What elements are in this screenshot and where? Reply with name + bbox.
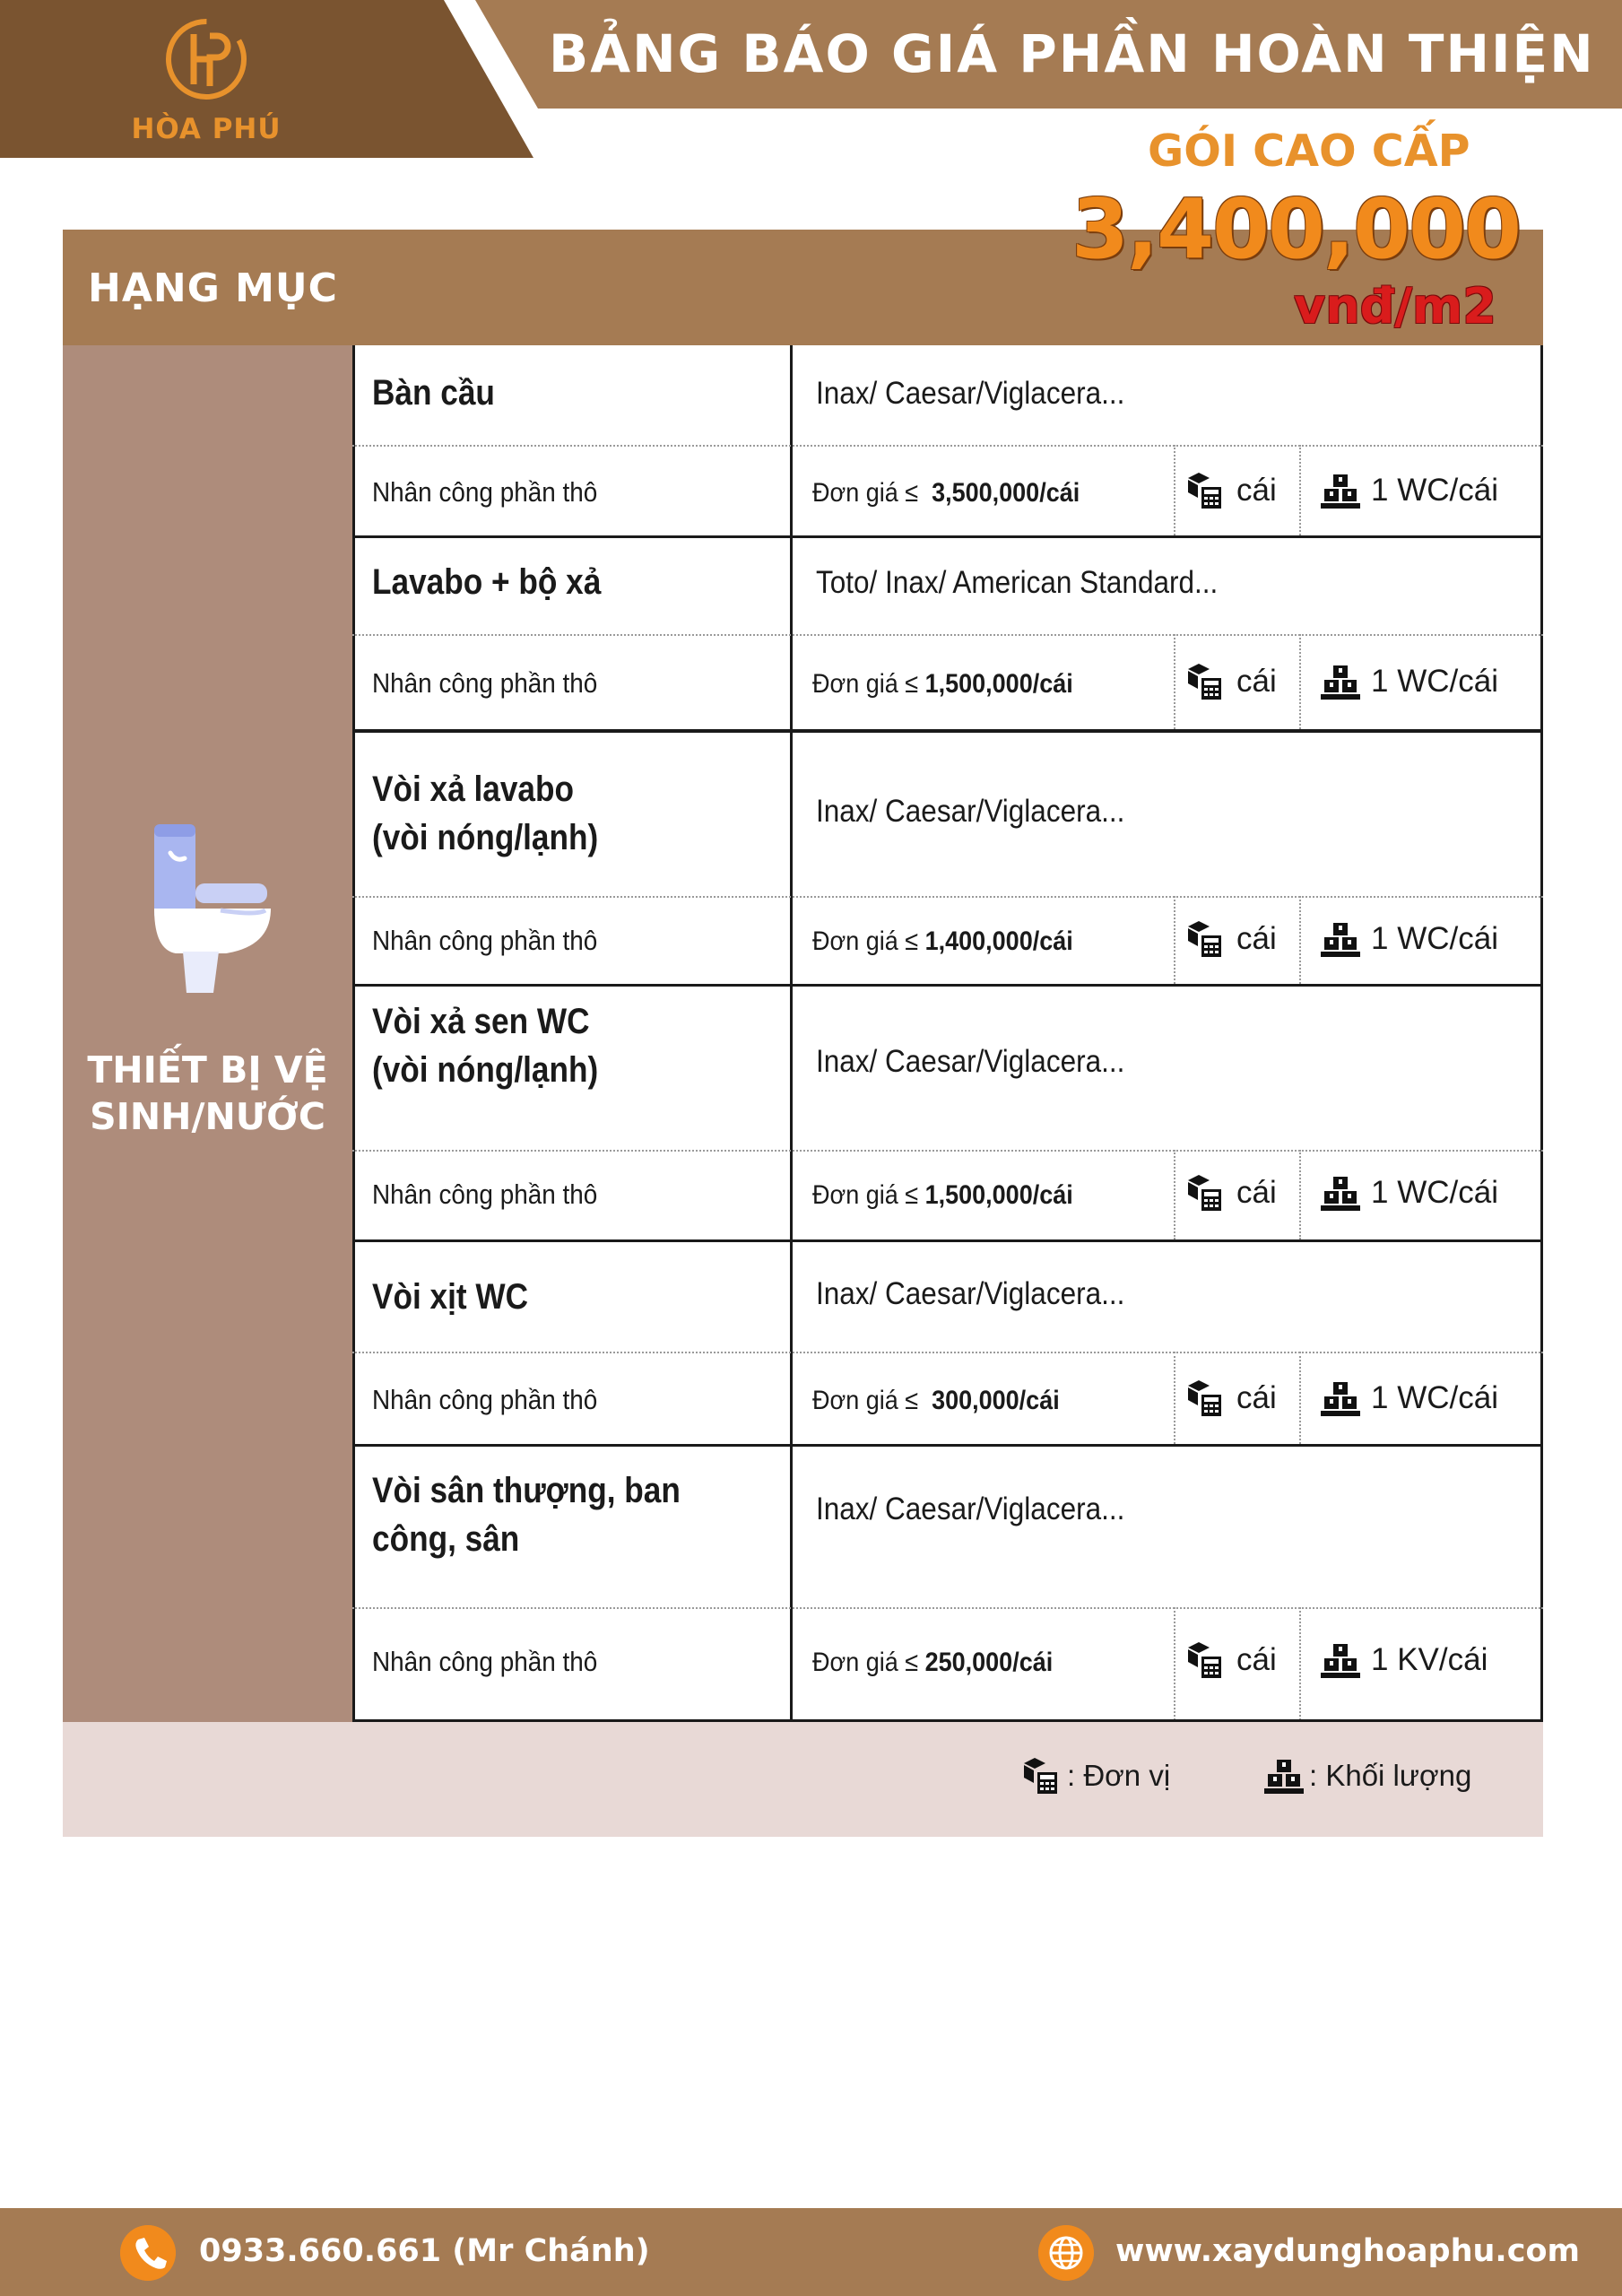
item-name-line-1: Vòi xả lavabo [372, 770, 574, 809]
item-name-line-1: Vòi sân thượng, ban [372, 1471, 681, 1510]
category-name: THIẾT BỊ VỆ SINH/NƯỚC [87, 1048, 328, 1138]
qty-value: 1 WC/cái [1371, 473, 1498, 508]
row-separator [352, 634, 1543, 636]
table-row [352, 345, 1543, 537]
qty-value: 1 WC/cái [1371, 1380, 1498, 1415]
stacked-boxes-icon [1321, 919, 1360, 959]
legend-qty-label: : Khối lượng [1309, 1759, 1472, 1792]
qty-cell [1321, 919, 1498, 959]
row-separator [352, 1150, 1543, 1152]
item-brand: Inax/ Caesar/Viglacera... [816, 1492, 1125, 1526]
qty-value: 1 KV/cái [1371, 1642, 1488, 1677]
box-calculator-icon [1186, 1173, 1226, 1213]
item-name-line-1: Vòi xả sen WC [372, 1002, 590, 1041]
qty-value: 1 WC/cái [1371, 1175, 1498, 1210]
table-row [352, 538, 1543, 731]
cell-separator [1174, 1352, 1175, 1444]
package-label: GÓI CAO CẤP [1148, 126, 1470, 177]
qty-value: 1 WC/cái [1371, 664, 1498, 699]
unit-price: Đơn giá ≤ 1,500,000/cái [812, 669, 1073, 699]
table-row [352, 1242, 1543, 1446]
page-title: BẢNG BÁO GIÁ PHẦN HOÀN THIỆN [549, 23, 1595, 84]
item-name-line-2: (vòi nóng/lạnh) [372, 818, 599, 857]
unit-cell [1186, 919, 1277, 959]
item-name: Lavabo + bộ xả [372, 562, 602, 602]
footer-website[interactable]: www.xaydunghoaphu.com [1115, 2233, 1580, 2269]
stacked-boxes-icon [1321, 471, 1360, 510]
box-calculator-icon [1186, 919, 1226, 959]
unit-cell [1186, 1640, 1277, 1680]
box-calculator-icon [1186, 662, 1226, 701]
cell-separator [1299, 445, 1301, 535]
unit-cell [1186, 662, 1277, 701]
legend-unit-label: : Đơn vị [1067, 1759, 1171, 1792]
unit-price: Đơn giá ≤ 3,500,000/cái [812, 478, 1080, 508]
unit-cell [1186, 1173, 1277, 1213]
globe-icon[interactable] [1038, 2225, 1094, 2281]
box-calculator-icon [1186, 471, 1226, 510]
qty-cell [1321, 1378, 1498, 1418]
row-separator [352, 896, 1543, 898]
unit-value: cái [1236, 1175, 1277, 1210]
labor-label: Nhân công phần thô [372, 1178, 598, 1210]
unit-price: Đơn giá ≤ 1,400,000/cái [812, 926, 1073, 956]
cell-separator [1174, 896, 1175, 984]
unit-price: Đơn giá ≤ 250,000/cái [812, 1648, 1054, 1677]
labor-label: Nhân công phần thô [372, 476, 598, 508]
cell-separator [1174, 634, 1175, 729]
stacked-boxes-icon [1321, 1173, 1360, 1213]
stacked-boxes-icon [1321, 1378, 1360, 1418]
legend-unit [1022, 1756, 1170, 1796]
box-calculator-icon [1186, 1640, 1226, 1680]
qty-cell [1321, 662, 1498, 701]
package-price: 3,400,000 [1071, 181, 1520, 277]
row-separator [352, 1607, 1543, 1609]
footer-phone[interactable]: 0933.660.661 (Mr Chánh) [199, 2233, 650, 2269]
cell-separator [1299, 1150, 1301, 1239]
unit-value: cái [1236, 1642, 1277, 1677]
unit-value: cái [1236, 664, 1277, 699]
item-name: Bàn cầu [372, 373, 495, 413]
row-separator [352, 445, 1543, 447]
logo-icon [161, 14, 251, 104]
unit-value: cái [1236, 1380, 1277, 1415]
stacked-boxes-icon [1321, 662, 1360, 701]
cell-separator [1299, 1607, 1301, 1720]
legend [63, 1722, 1543, 1837]
cell-separator [1299, 634, 1301, 729]
labor-label: Nhân công phần thô [372, 1384, 598, 1415]
qty-value: 1 WC/cái [1371, 921, 1498, 956]
item-name: Vòi xịt WC [372, 1277, 529, 1317]
item-brand: Inax/ Caesar/Viglacera... [816, 376, 1125, 411]
labor-label: Nhân công phần thô [372, 667, 598, 699]
cell-separator [1299, 1352, 1301, 1444]
labor-label: Nhân công phần thô [372, 1646, 598, 1677]
category-header-label: HẠNG MỤC [88, 265, 338, 311]
toilet-icon [140, 821, 274, 1000]
box-calculator-icon [1022, 1756, 1062, 1796]
package-price-unit: vnđ/m2 [1294, 278, 1496, 335]
unit-value: cái [1236, 921, 1277, 956]
category-column [63, 345, 352, 1722]
phone-icon[interactable] [120, 2225, 176, 2281]
labor-label: Nhân công phần thô [372, 925, 598, 956]
unit-price: Đơn giá ≤ 1,500,000/cái [812, 1180, 1073, 1210]
item-name-line-2: (vòi nóng/lạnh) [372, 1050, 599, 1090]
row-separator [352, 1352, 1543, 1353]
unit-value: cái [1236, 473, 1277, 508]
table-row [352, 987, 1543, 1241]
qty-cell [1321, 1173, 1498, 1213]
cell-separator [1299, 896, 1301, 984]
cell-separator [1174, 445, 1175, 535]
item-name-line-2: công, sân [372, 1519, 520, 1559]
footer [0, 2208, 1622, 2296]
unit-price: Đơn giá ≤ 300,000/cái [812, 1386, 1060, 1415]
price-table [352, 345, 1543, 1722]
qty-cell [1321, 471, 1498, 510]
unit-cell [1186, 471, 1277, 510]
legend-qty [1264, 1756, 1471, 1796]
table-row [352, 1447, 1543, 1722]
item-brand: Inax/ Caesar/Viglacera... [816, 794, 1125, 829]
table-row [352, 733, 1543, 986]
box-calculator-icon [1186, 1378, 1226, 1418]
item-brand: Toto/ Inax/ American Standard... [816, 565, 1219, 600]
cell-separator [1174, 1607, 1175, 1720]
item-brand: Inax/ Caesar/Viglacera... [816, 1044, 1125, 1079]
stacked-boxes-icon [1264, 1756, 1304, 1796]
cell-separator [1174, 1150, 1175, 1239]
stacked-boxes-icon [1321, 1640, 1360, 1680]
unit-cell [1186, 1378, 1277, 1418]
logo-text: HÒA PHÚ [131, 113, 282, 145]
item-brand: Inax/ Caesar/Viglacera... [816, 1276, 1125, 1311]
qty-cell [1321, 1640, 1488, 1680]
